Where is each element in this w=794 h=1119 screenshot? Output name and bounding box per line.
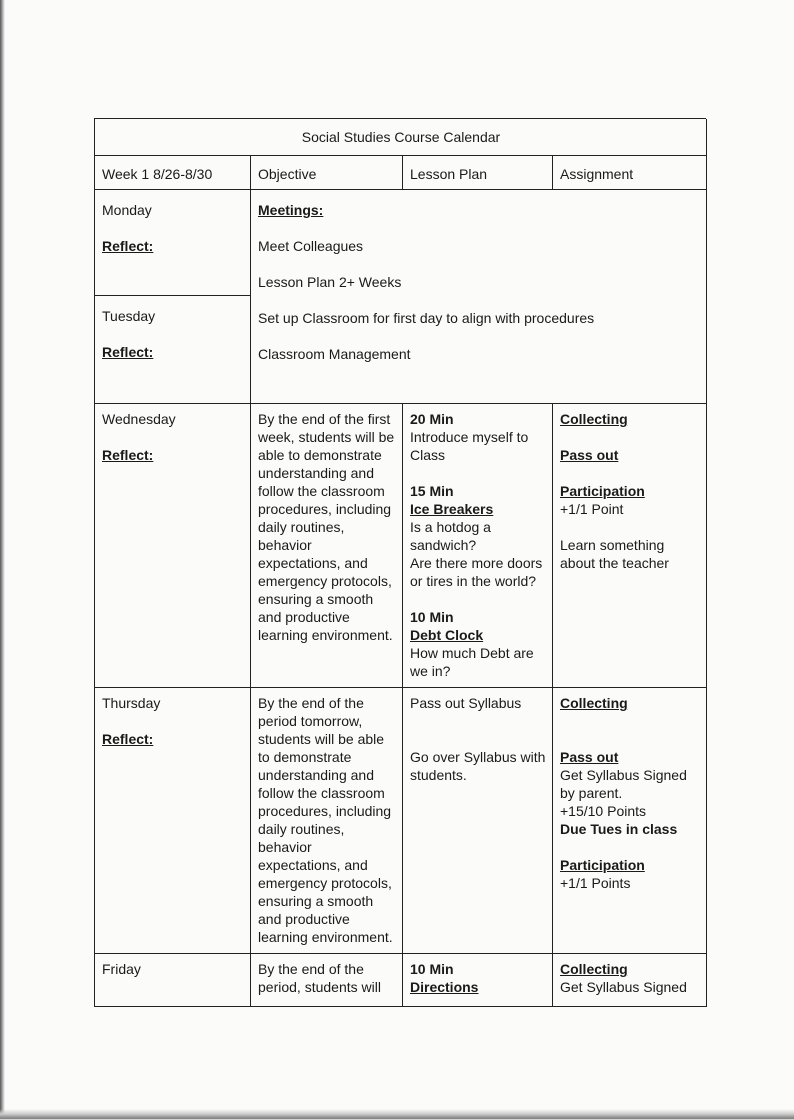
lesson-plan-wednesday: [403, 404, 553, 688]
day-label-friday: Friday: [102, 961, 141, 977]
assignment-pass-out: Pass out: [560, 447, 619, 463]
assignment-participation: Participation: [560, 857, 645, 873]
lesson-plan-friday: [403, 954, 553, 1007]
lesson-activity-title: Ice Breakers: [410, 501, 494, 517]
meetings-item: Meet Colleagues: [258, 238, 364, 254]
meetings-cell: [251, 190, 707, 404]
lesson-text: Is a hotdog a sandwich?: [410, 519, 491, 553]
course-calendar-table: [94, 118, 706, 1007]
header-objective: Objective: [251, 156, 403, 190]
reflect-label-tuesday: Reflect:: [102, 344, 154, 360]
day-label-thursday: Thursday: [102, 695, 161, 711]
assignment-thursday: [553, 688, 707, 954]
lesson-text: Are there more doors or tires in the world?: [410, 555, 543, 589]
day-label-monday: Monday: [102, 202, 152, 218]
scan-edge-left: [0, 0, 5, 1119]
lesson-time: 10 Min: [410, 609, 454, 625]
lesson-activity-title: Directions: [410, 979, 479, 995]
meetings-item: Set up Classroom for first day to align with procedures: [258, 310, 595, 326]
assignment-friday: [553, 954, 707, 1007]
scan-edge-bottom: [0, 1109, 794, 1119]
day-cell-wednesday: [95, 404, 251, 688]
objective-wednesday: By the end of the first week, students will be able to demonstrate understanding and follow the classroom procedures, including daily routines, behavior expectations, and emergency protocols, ensuring a smooth and productive learning environment.: [251, 404, 403, 688]
assignment-wednesday: [553, 404, 707, 688]
reflect-label-monday: Reflect:: [102, 238, 154, 254]
lesson-activity-title: Debt Clock: [410, 627, 484, 643]
assignment-collecting: Collecting: [560, 411, 628, 427]
assignment-points: +1/1 Points: [560, 875, 631, 891]
assignment-note: Learn something about the teacher: [560, 537, 669, 571]
lesson-text: Pass out Syllabus: [410, 695, 522, 711]
reflect-label-wednesday: Reflect:: [102, 447, 154, 463]
day-label-tuesday: Tuesday: [102, 308, 156, 324]
day-cell-monday: [95, 190, 251, 296]
assignment-points: +15/10 Points: [560, 803, 647, 819]
lesson-time: 20 Min: [410, 411, 454, 427]
header-assignment: Assignment: [553, 156, 707, 190]
lesson-plan-thursday: [403, 688, 553, 954]
objective-thursday: By the end of the period tomorrow, students will be able to demonstrate understanding and follow the classroom procedures, including daily routines, behavior expectations, and emergency protocols, ensuring a smooth and productive learning environment.: [251, 688, 403, 954]
lesson-time: 10 Min: [410, 961, 454, 977]
lesson-text: How much Debt are we in?: [410, 645, 534, 679]
assignment-points: +1/1 Point: [560, 501, 624, 517]
lesson-text: Introduce myself to Class: [410, 429, 529, 463]
reflect-label-thursday: Reflect:: [102, 731, 154, 747]
assignment-signed: Get Syllabus Signed by parent.: [560, 767, 687, 801]
day-cell-friday: [95, 954, 251, 1007]
table-title: Social Studies Course Calendar: [95, 119, 707, 156]
assignment-pass-out: Pass out: [560, 749, 619, 765]
assignment-participation: Participation: [560, 483, 645, 499]
assignment-due: Due Tues in class: [560, 821, 678, 837]
meetings-item: Classroom Management: [258, 346, 411, 362]
assignment-signed: Get Syllabus Signed: [560, 979, 687, 995]
assignment-collecting: Collecting: [560, 961, 628, 977]
objective-friday: By the end of the period, students will: [251, 954, 403, 1007]
assignment-collecting: Collecting: [560, 695, 628, 711]
meetings-item: Lesson Plan 2+ Weeks: [258, 274, 402, 290]
header-lesson-plan: Lesson Plan: [403, 156, 553, 190]
day-cell-thursday: [95, 688, 251, 954]
header-week: Week 1 8/26-8/30: [95, 156, 251, 190]
day-cell-tuesday: [95, 296, 251, 404]
meetings-heading: Meetings:: [258, 202, 324, 218]
day-label-wednesday: Wednesday: [102, 411, 176, 427]
lesson-text: Go over Syllabus with students.: [410, 749, 546, 783]
lesson-time: 15 Min: [410, 483, 454, 499]
